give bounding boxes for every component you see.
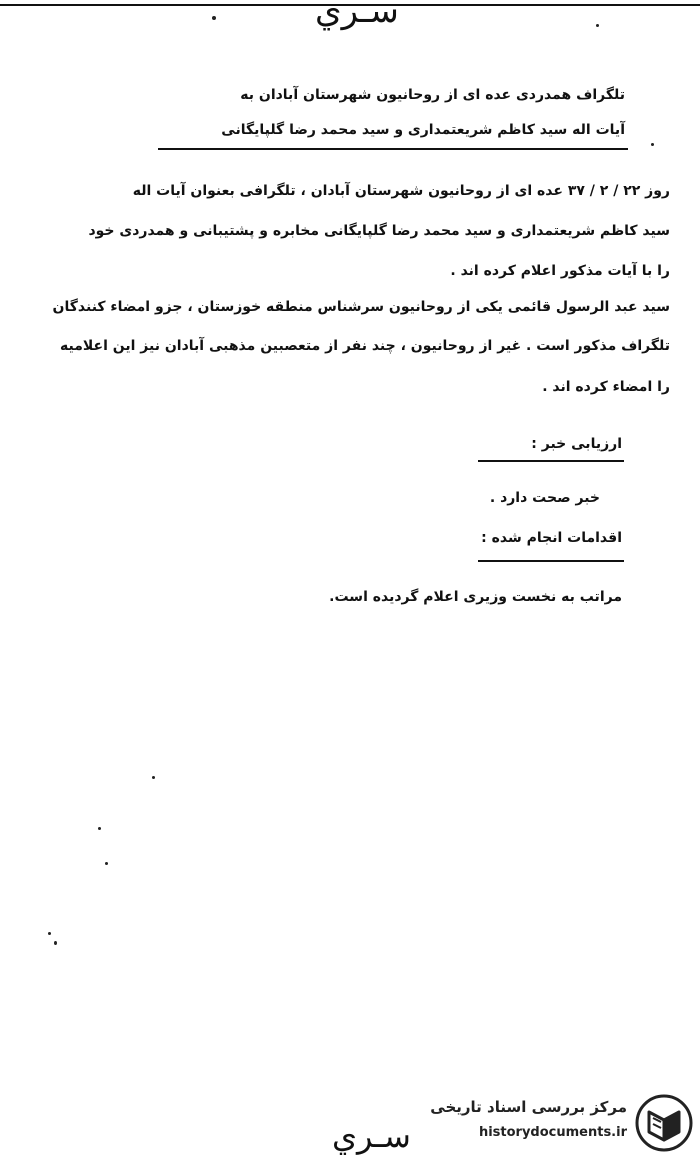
assessment-underline (478, 460, 624, 462)
actions-value: مراتب به نخست وزیری اعلام گردیده است. (329, 589, 622, 605)
watermark-title: مرکز بررسی اسناد تاریخی (430, 1098, 627, 1116)
scan-speck (54, 941, 57, 945)
scan-speck (651, 143, 654, 146)
subject-line-2: آیات اله سید کاظم شریعتمداری و سید محمد رضا گلپایگانی (221, 122, 625, 138)
scan-speck (105, 862, 108, 865)
assessment-heading: ارزیابی خبر : (531, 436, 622, 452)
actions-heading: اقدامات انجام شده : (481, 530, 622, 546)
subject-underline (158, 148, 628, 150)
classification-stamp-top: سـري (315, 0, 399, 31)
body-line: تلگراف مذکور است . غیر از روحانیون ، چند نفر از متعصبین مذهبی آبادان نیز این اعلامیه (60, 338, 670, 354)
body-line: روز ۲۲ / ۲ / ۳۷ عده ای از روحانیون شهرستان آبادان ، تلگرافی بعنوان آیات اله (132, 183, 670, 199)
body-line: را امضاء کرده اند . (542, 379, 670, 395)
scan-speck (212, 16, 216, 20)
watermark-url: historydocuments.ir (478, 1125, 627, 1140)
subject-line-1: تلگراف همدردی عده ای از روحانیون شهرستان آبادان به (240, 87, 625, 103)
body-line: را با آیات مذکور اعلام کرده اند . (450, 263, 670, 279)
body-line: سید عبد الرسول قائمی یکی از روحانیون سرشناس منطقه خوزستان ، جزو امضاء کنندگان (52, 299, 670, 315)
classification-stamp-bottom: سـري (332, 1117, 411, 1155)
watermark (425, 1094, 695, 1154)
scan-speck (98, 827, 101, 830)
actions-underline (478, 560, 624, 562)
assessment-value: خبر صحت دارد . (489, 490, 600, 506)
open-book-logo-icon (635, 1094, 693, 1152)
scan-speck (48, 932, 51, 935)
scan-speck (596, 24, 599, 27)
scan-speck (152, 776, 155, 779)
body-line: سید کاظم شریعتمداری و سید محمد رضا گلپایگانی مخابره و پشتیبانی و همدردی خود (88, 223, 670, 239)
